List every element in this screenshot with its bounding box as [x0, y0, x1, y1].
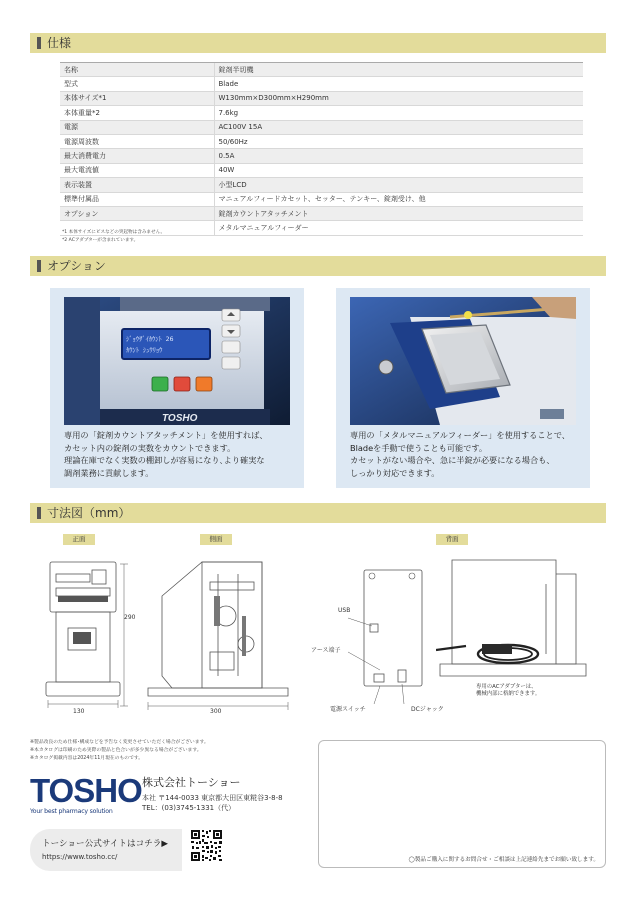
spec-key: 本体重量*2 [60, 106, 214, 120]
side-view-drawing [142, 556, 294, 714]
footnote: *1 本体サイズにビスなどの突起物は含みません。 [62, 230, 166, 235]
qr-code-icon[interactable] [190, 829, 223, 862]
tosho-logo [30, 772, 142, 815]
spec-value: 錠剤半切機 [214, 63, 583, 77]
view-label-front: 正面 [63, 534, 95, 545]
caption-line: 理論在庫でなく実数の棚卸しが容易になり､より確実な [64, 455, 265, 465]
table-row [60, 163, 583, 177]
adapter-note [476, 684, 540, 698]
rear-callout-lines [318, 610, 418, 706]
table-row [60, 206, 583, 220]
disclaimers [30, 739, 209, 763]
website-banner[interactable] [30, 829, 182, 871]
spec-section-header [30, 33, 606, 53]
table-row [60, 149, 583, 163]
spec-key: 標準付属品 [60, 192, 214, 206]
spec-key: 電源周波数 [60, 134, 214, 148]
option-caption [350, 429, 570, 479]
power-switch-label: 電源スイッチ [330, 706, 366, 713]
spec-value: 50/60Hz [214, 134, 583, 148]
spec-key: 電源 [60, 120, 214, 134]
caption-line: カセットがない場合や、急に半錠が必要になる場合も、 [350, 455, 555, 465]
logo-tagline: Your best pharmacy solution [30, 808, 113, 815]
spec-value: 0.5A [214, 149, 583, 163]
table-row [60, 178, 583, 192]
options-section-title: オプション [47, 259, 106, 273]
dimensions-section-title: 寸法図（mm） [47, 506, 131, 520]
section-marker [37, 507, 41, 519]
option-card-count-attachment [50, 288, 304, 488]
spec-value: マニュアルフィードカセット、セッター、テンキー、錠剤受け、他 [214, 192, 583, 206]
adapter-note-line: 専用のACアダプターは、 [476, 684, 537, 690]
usb-label: USB [338, 607, 351, 614]
option-card-metal-feeder [336, 288, 590, 488]
spec-key: オプション [60, 206, 214, 220]
website-label: トーショー公式サイトはコチラ▶ [42, 839, 168, 849]
caption-line: 専用の「メタルマニュアルフィーダー」を使用することで、 [350, 430, 570, 440]
height-dimension: 290 [124, 614, 136, 621]
section-marker [37, 260, 41, 272]
front-view-drawing [40, 554, 130, 714]
options-section-header [30, 256, 606, 276]
table-row [60, 77, 583, 91]
count-attachment-photo [64, 297, 290, 425]
spec-value: 40W [214, 163, 583, 177]
spec-key: 名称 [60, 63, 214, 77]
rear-perspective-drawing [436, 554, 596, 704]
spec-key: 型式 [60, 77, 214, 91]
section-marker [37, 37, 41, 49]
depth-dimension: 300 [210, 708, 222, 715]
caption-line: カセット内の錠剤の実数をカウントできます。 [64, 442, 236, 453]
spec-value: W130mm×D300mm×H290mm [214, 91, 583, 105]
lcd-line-2: ｶｳﾝﾄ ｼｭｳﾘｮｳ [126, 346, 163, 354]
logo-wordmark: TOSHO [30, 772, 142, 809]
device-brand-text: TOSHO [162, 413, 198, 424]
contact-box [318, 740, 606, 868]
table-row [60, 91, 583, 105]
caption-line: 専用の「錠剤カウントアタッチメント」を使用すれば、 [64, 430, 268, 440]
height-dimension-line [118, 562, 130, 708]
earth-terminal-label: アース端子 [311, 647, 341, 654]
spec-section-title: 仕様 [47, 36, 72, 50]
caption-line: しっかり対応できます。 [350, 467, 440, 478]
table-row [60, 192, 583, 206]
spec-key: 最大電流値 [60, 163, 214, 177]
spec-value: Blade [214, 77, 583, 91]
dc-jack-label: DCジャック [411, 706, 444, 713]
company-tel: TEL：(03)3745-1331（代） [142, 804, 236, 812]
metal-feeder-illustration [350, 297, 576, 425]
spec-value: メタルマニュアルフィーダー [214, 221, 583, 235]
disclaimer-line: ※カタログ掲載内容は2024年11月現在のものです。 [30, 756, 144, 761]
contact-note: ◯製品ご購入に関するお問合せ・ご相談は上記連絡先までお願い致します。 [408, 857, 599, 863]
lcd-line-1: ｼﾞｮｳｻﾞｲｶｳﾝﾄ 26 [126, 335, 174, 343]
view-label-side: 側面 [200, 534, 232, 545]
table-row [60, 63, 583, 77]
disclaimer-line: ※本カタログは印刷のため実際の製品と色合いが多少異なる場合がございます。 [30, 748, 202, 753]
caption-line: Bladeを手動で使うことも可能です。 [350, 442, 488, 453]
table-row [60, 106, 583, 120]
spec-value: 7.6kg [214, 106, 583, 120]
disclaimer-line: ※製品改良のため仕様･構成などを予告なく変更させていただく場合がございます。 [30, 740, 209, 745]
website-url-link[interactable]: https://www.tosho.cc/ [42, 853, 118, 861]
spec-key: 最大消費電力 [60, 149, 214, 163]
count-attachment-illustration [64, 297, 290, 425]
company-name: 株式会社トーショー [142, 776, 241, 789]
metal-feeder-photo [350, 297, 576, 425]
company-address-block [142, 793, 283, 813]
table-row [60, 134, 583, 148]
company-address: 本社 〒144-0033 東京都大田区東糀谷3-8-8 [142, 794, 283, 802]
width-dimension: 130 [73, 708, 85, 715]
footnote: *2 ACアダプターが含まれています。 [62, 238, 139, 243]
spec-table [60, 62, 583, 236]
option-caption [64, 429, 268, 479]
table-row [60, 120, 583, 134]
spec-key: 表示装置 [60, 178, 214, 192]
view-label-rear: 背面 [436, 534, 468, 545]
spec-value: AC100V 15A [214, 120, 583, 134]
spec-value: 小型LCD [214, 178, 583, 192]
spec-key: 本体サイズ*1 [60, 91, 214, 105]
adapter-note-line: 機械内部に格納できます。 [476, 691, 541, 697]
spec-footnotes [62, 229, 165, 245]
caption-line: 調剤業務に貢献します。 [64, 467, 154, 478]
dimensions-section-header [30, 503, 606, 523]
spec-value: 錠剤カウントアタッチメント [214, 206, 583, 220]
